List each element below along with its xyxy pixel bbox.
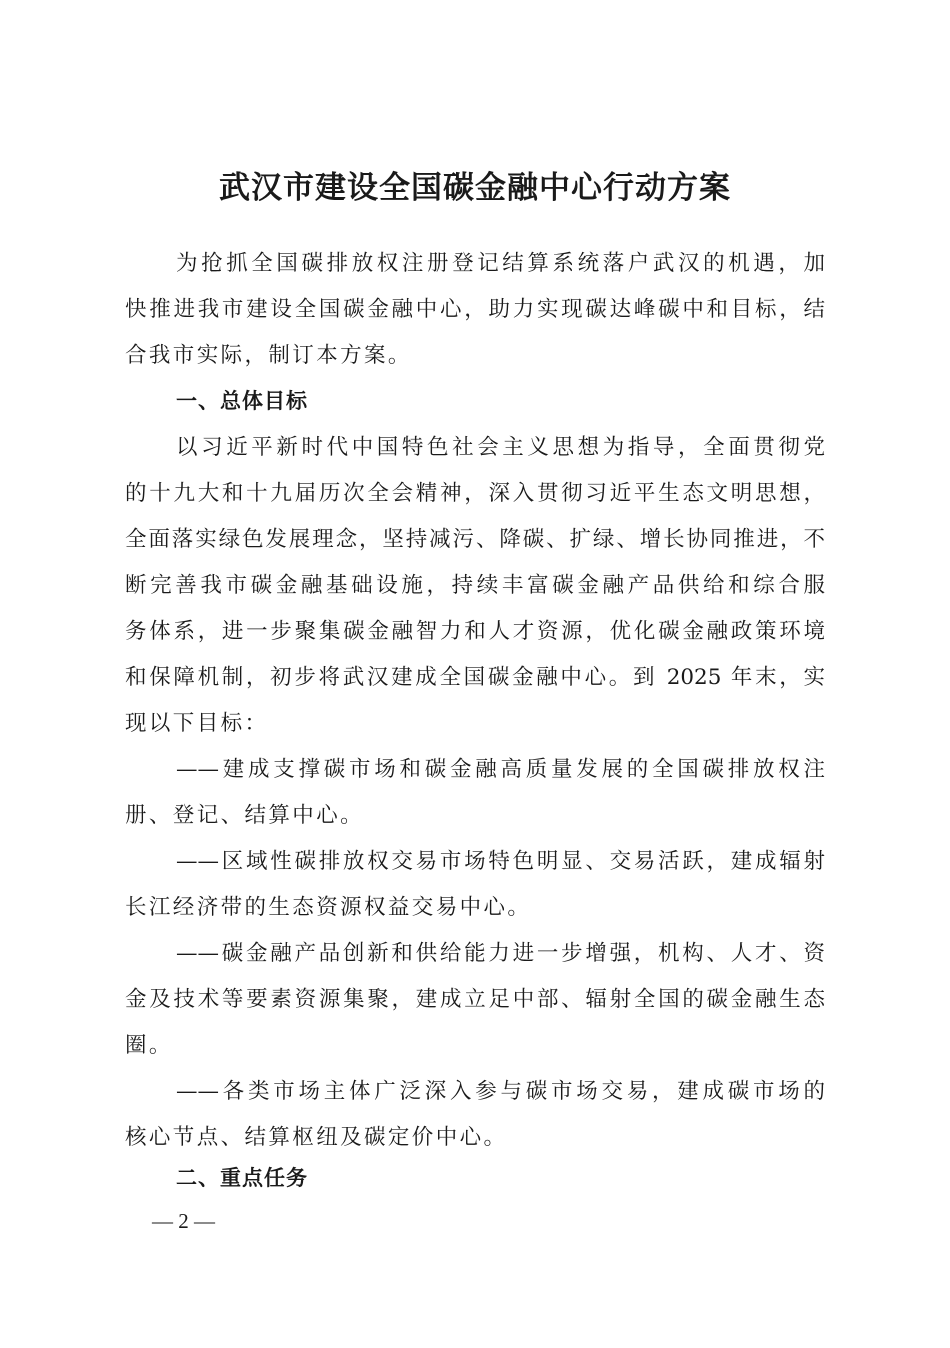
- goal-3-line-3: 圈。: [125, 1033, 173, 1058]
- goal-1-line-1: ——建成支撑碳市场和碳金融高质量发展的全国碳排放权注: [176, 757, 825, 782]
- section-1-heading: 一、总体目标: [176, 389, 308, 413]
- section-1-line-5: 务体系，进一步聚集碳金融智力和人才资源，优化碳金融政策环境: [125, 619, 825, 644]
- intro-line-2: 快推进我市建设全国碳金融中心，助力实现碳达峰碳中和目标，结: [125, 297, 825, 322]
- intro-line-3: 合我市实际，制订本方案。: [125, 343, 412, 368]
- goal-3-line-1: ——碳金融产品创新和供给能力进一步增强，机构、人才、资: [176, 941, 825, 966]
- goal-2-line-2: 长江经济带的生态资源权益交易中心。: [125, 895, 532, 920]
- document-title: 武汉市建设全国碳金融中心行动方案: [219, 170, 731, 206]
- section-1-line-1: 以习近平新时代中国特色社会主义思想为指导，全面贯彻党: [176, 435, 825, 460]
- goal-2-line-1: ——区域性碳排放权交易市场特色明显、交易活跃，建成辐射: [176, 849, 825, 874]
- section-1-line-3: 全面落实绿色发展理念，坚持减污、降碳、扩绿、增长协同推进，不: [125, 527, 825, 552]
- intro-line-1: 为抢抓全国碳排放权注册登记结算系统落户武汉的机遇，加: [176, 251, 825, 276]
- section-1-line-6: 和保障机制，初步将武汉建成全国碳金融中心。到 2025 年末，实: [125, 665, 825, 690]
- section-1-line-4: 断完善我市碳金融基础设施，持续丰富碳金融产品供给和综合服: [125, 573, 825, 598]
- section-2-heading: 二、重点任务: [176, 1166, 308, 1190]
- goal-4-line-1: ——各类市场主体广泛深入参与碳市场交易，建成碳市场的: [176, 1079, 825, 1104]
- goal-1-line-2: 册、登记、结算中心。: [125, 803, 365, 828]
- goal-3-line-2: 金及技术等要素资源集聚，建成立足中部、辐射全国的碳金融生态: [125, 987, 825, 1012]
- section-1-line-7: 现以下目标：: [125, 711, 269, 736]
- section-1-line-2: 的十九大和十九届历次全会精神，深入贯彻习近平生态文明思想，: [125, 481, 825, 506]
- goal-4-line-2: 核心节点、结算枢纽及碳定价中心。: [125, 1125, 508, 1150]
- page-number: — 2 —: [152, 1209, 215, 1233]
